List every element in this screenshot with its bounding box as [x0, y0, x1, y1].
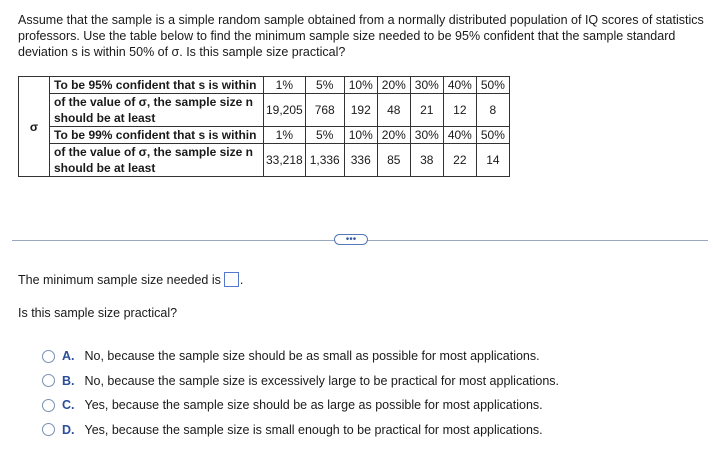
- option-text: Yes, because the sample size should be as large as possible for most applications.: [84, 398, 543, 413]
- row-label: of the value of σ, the sample size n should be at least: [50, 94, 264, 127]
- table-cell: 768: [305, 94, 344, 127]
- table-cell: 12: [443, 94, 476, 127]
- answer-line: [18, 272, 243, 287]
- ellipsis-icon: •••: [345, 233, 357, 245]
- table-cell: 1%: [264, 127, 306, 144]
- table-cell: 21: [410, 94, 443, 127]
- table-cell: 40%: [443, 77, 476, 94]
- radio-button[interactable]: [42, 374, 55, 387]
- option-d[interactable]: [42, 418, 559, 443]
- option-b[interactable]: [42, 369, 559, 394]
- sigma-symbol: σ: [19, 77, 50, 177]
- table-cell: 30%: [410, 127, 443, 144]
- expand-button[interactable]: [334, 234, 368, 245]
- table-cell: 50%: [476, 77, 509, 94]
- table-cell: 1,336: [305, 144, 344, 177]
- answer-options: [42, 344, 559, 442]
- table-cell: 30%: [410, 77, 443, 94]
- answer-prompt: The minimum sample size needed is: [18, 272, 221, 287]
- row-label: To be 95% confident that s is within: [50, 77, 264, 94]
- question-text: Assume that the sample is a simple random sample obtained from a normally distributed population of IQ scores of statistics professors. Use the table below to find the minimum sample size needed to be 95% confident that the sample standard deviation s is within 50% of σ. Is this sample size practical?: [18, 13, 704, 59]
- table-cell: 5%: [305, 127, 344, 144]
- table-cell: 336: [344, 144, 377, 177]
- table-cell: 10%: [344, 77, 377, 94]
- radio-button[interactable]: [42, 350, 55, 363]
- sample-size-table: [18, 76, 510, 177]
- option-a[interactable]: [42, 344, 559, 369]
- row-label: To be 99% confident that s is within: [50, 127, 264, 144]
- table-cell: 19,205: [264, 94, 306, 127]
- table-row: [19, 144, 510, 177]
- table-cell: 50%: [476, 127, 509, 144]
- table-cell: 22: [443, 144, 476, 177]
- option-letter: A.: [62, 349, 75, 364]
- radio-button[interactable]: [42, 423, 55, 436]
- option-letter: B.: [62, 373, 75, 388]
- option-letter: D.: [62, 422, 75, 437]
- option-text: Yes, because the sample size is small enough to be practical for most applications.: [84, 422, 543, 437]
- option-text: No, because the sample size should be as small as possible for most applications.: [84, 349, 540, 364]
- table-cell: 40%: [443, 127, 476, 144]
- radio-button[interactable]: [42, 399, 55, 412]
- table-cell: 1%: [264, 77, 306, 94]
- answer-suffix: .: [239, 272, 244, 287]
- table-cell: 10%: [344, 127, 377, 144]
- option-c[interactable]: [42, 393, 559, 418]
- option-text: No, because the sample size is excessively large to be practical for most applications.: [84, 373, 560, 388]
- table-cell: 192: [344, 94, 377, 127]
- table-cell: 20%: [377, 127, 410, 144]
- table-cell: 48: [377, 94, 410, 127]
- answer-input[interactable]: [224, 272, 239, 287]
- row-label: of the value of σ, the sample size n should be at least: [50, 144, 264, 177]
- table-row: [19, 127, 510, 144]
- table-cell: 85: [377, 144, 410, 177]
- table-row: [19, 77, 510, 94]
- table-cell: 20%: [377, 77, 410, 94]
- table-cell: 8: [476, 94, 509, 127]
- table-row: [19, 94, 510, 127]
- table-cell: 14: [476, 144, 509, 177]
- option-letter: C.: [62, 398, 75, 413]
- table-cell: 5%: [305, 77, 344, 94]
- table-cell: 38: [410, 144, 443, 177]
- table-cell: 33,218: [264, 144, 306, 177]
- practical-question: Is this sample size practical?: [18, 306, 178, 320]
